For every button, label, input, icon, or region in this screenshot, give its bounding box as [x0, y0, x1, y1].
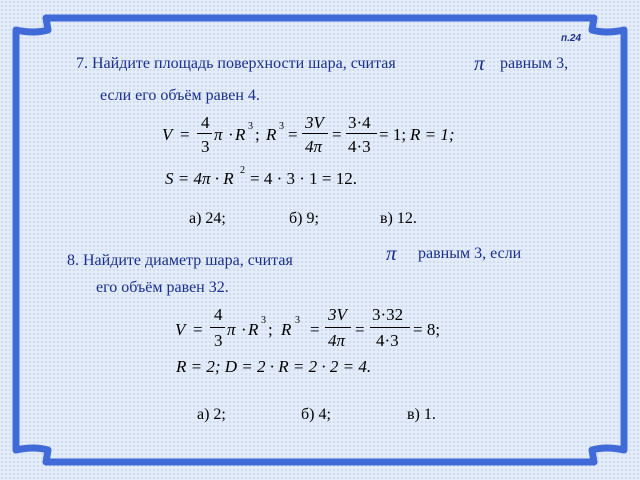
exponent2: 3 [279, 121, 284, 132]
frac3-num: 3·4 [348, 113, 371, 132]
frac3-den: 4·3 [376, 331, 399, 350]
problem8-formula2: R = 2; D = 2 · R = 2 · 2 = 4. [176, 357, 372, 376]
frac2-num: 3V [305, 113, 324, 132]
problem7-answer-b: б) 9; [289, 210, 319, 227]
frac2-num: 3V [328, 305, 347, 324]
problem7-text-line1-end: равным 3, [500, 55, 569, 72]
var-r2: R [266, 125, 277, 144]
equals: = [180, 125, 190, 144]
problem8-answer-b: б) 4; [301, 406, 331, 423]
problem8-text-line1: 8. Найдите диаметр шара, считая [67, 252, 293, 269]
problem8-text-line1-end: равным 3, если [418, 245, 522, 262]
exponent: 3 [261, 315, 266, 326]
frac-bar [197, 133, 212, 134]
tail: R = 1; [410, 125, 455, 144]
formula2-part-a: S = 4π · R [165, 169, 234, 188]
equals: = [193, 320, 203, 339]
pi: π [227, 320, 236, 339]
var-v: V [162, 125, 173, 144]
exponent: 3 [248, 121, 253, 132]
formula2-part-b: = 4 · 3 · 1 = 12. [250, 169, 357, 188]
dot: · [241, 320, 247, 339]
equals2: = [310, 320, 320, 339]
formula2-exponent: 2 [240, 165, 245, 176]
var-r: R [248, 320, 259, 339]
exponent2: 3 [295, 315, 300, 326]
frame-border [16, 18, 624, 462]
problem8-answer-c: в) 1. [407, 406, 436, 423]
frac-num: 4 [201, 113, 210, 132]
problem7-answer-c: в) 12. [380, 210, 417, 227]
frac3-num: 3·32 [372, 305, 404, 324]
problem8-answer-a: а) 2; [197, 406, 226, 423]
equals2: = [288, 125, 298, 144]
frac-bar [210, 327, 225, 328]
problem7-pi-symbol: π [474, 51, 485, 75]
page-label: п.24 [561, 33, 582, 44]
frac-den: 3 [201, 137, 210, 156]
pi: π [214, 125, 223, 144]
frac2-den: 4π [328, 331, 346, 350]
frac3-bar [346, 133, 377, 134]
problem8-pi-symbol: π [386, 241, 397, 265]
result: = 8; [413, 320, 441, 339]
problem7-text-line1: 7. Найдите площадь поверхности шара, считая [76, 55, 396, 72]
frac-den: 3 [214, 331, 223, 350]
frac3-den: 4·3 [348, 137, 371, 156]
frac2-bar [325, 327, 351, 328]
var-v: V [175, 320, 186, 339]
problem7-answer-a: а) 24; [189, 210, 226, 227]
equals3: = [355, 320, 365, 339]
equals3: = [332, 125, 342, 144]
var-r2: R [281, 320, 292, 339]
var-r: R [235, 125, 246, 144]
dot: · [228, 125, 234, 144]
problem8-text-line2: его объём равен 32. [96, 279, 229, 296]
semicolon: ; [268, 320, 273, 339]
frac-num: 4 [214, 305, 223, 324]
frac2-bar [302, 133, 328, 134]
result: = 1; [379, 125, 407, 144]
problem7-text-line2: если его объём равен 4. [100, 87, 260, 104]
frac3-bar [370, 327, 410, 328]
frac2-den: 4π [305, 137, 323, 156]
semicolon: ; [255, 125, 260, 144]
